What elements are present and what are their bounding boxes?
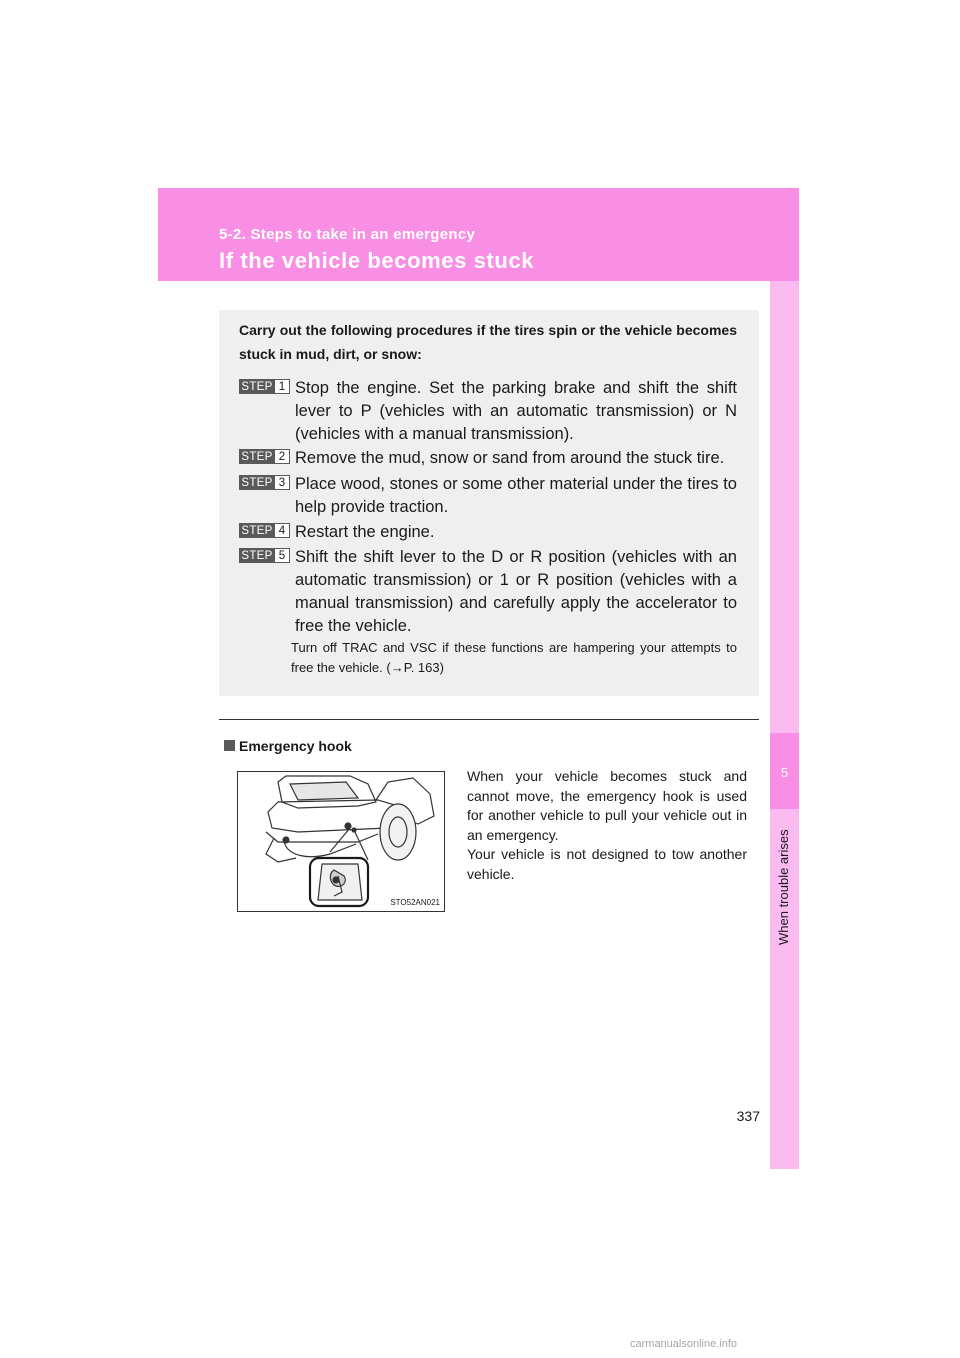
step-text: Remove the mud, snow or sand from around the stuck tire.	[295, 449, 725, 467]
step-number: 2	[275, 449, 290, 464]
step-item	[239, 521, 737, 544]
section-divider	[219, 719, 759, 720]
chapter-side-strip	[770, 281, 799, 1169]
description-paragraph: Your vehicle is not designed to tow another vehicle.	[467, 846, 747, 882]
step-badge	[239, 475, 290, 490]
page-title: If the vehicle becomes stuck	[219, 248, 535, 273]
step-word: STEP	[239, 449, 275, 464]
step-word: STEP	[239, 548, 275, 563]
emergency-hook-heading-text: Emergency hook	[239, 738, 352, 754]
step-badge	[239, 449, 290, 464]
square-bullet-icon	[224, 740, 235, 751]
step-text: Place wood, stones or some other material under the tires to help provide traction.	[295, 475, 737, 516]
step-number: 1	[275, 379, 290, 394]
step-word: STEP	[239, 523, 275, 538]
procedure-note: Turn off TRAC and VSC if these functions are hampering your attempts to free the vehicle. (→P. 163)	[291, 640, 737, 675]
chapter-number: 5	[780, 765, 789, 780]
illustration-code: STO52AN021	[390, 898, 440, 907]
step-text: Restart the engine.	[295, 523, 435, 541]
emergency-hook-heading	[224, 738, 352, 754]
procedure-intro: Carry out the following procedures if the tires spin or the vehicle becomes stuck in mud, dirt, or snow:	[239, 322, 737, 362]
step-badge	[239, 523, 290, 538]
emergency-hook-description	[467, 767, 747, 884]
step-item	[239, 447, 737, 470]
emergency-hook-illustration	[237, 771, 445, 912]
watermark: carmanualsonline.info	[630, 1338, 738, 1350]
step-number: 4	[275, 523, 290, 538]
step-item	[239, 377, 737, 446]
step-text: Stop the engine. Set the parking brake and shift the shift lever to P (vehicles with an automatic transmission) or N (vehicles with a manual transmission).	[295, 379, 737, 443]
step-word: STEP	[239, 379, 275, 394]
chapter-title: When trouble arises	[776, 829, 791, 945]
step-number: 3	[275, 475, 290, 490]
section-label: 5-2. Steps to take in an emergency	[219, 226, 476, 243]
step-badge	[239, 548, 290, 563]
step-word: STEP	[239, 475, 275, 490]
step-text: Shift the shift lever to the D or R position (vehicles with an automatic transmission) or 1 or R position (vehicles with a manual transmission) and carefully apply the accelerator to free the vehicle.	[295, 548, 737, 635]
step-badge	[239, 379, 290, 394]
step-number: 5	[275, 548, 290, 563]
page-number: 337	[736, 1108, 760, 1124]
description-paragraph: When your vehicle becomes stuck and cannot move, the emergency hook is used for another vehicle to pull your vehicle out in an emergency.	[467, 768, 747, 843]
step-item	[239, 473, 737, 519]
step-item	[239, 546, 737, 638]
vehicle-rear-underside-illustration	[238, 772, 444, 911]
